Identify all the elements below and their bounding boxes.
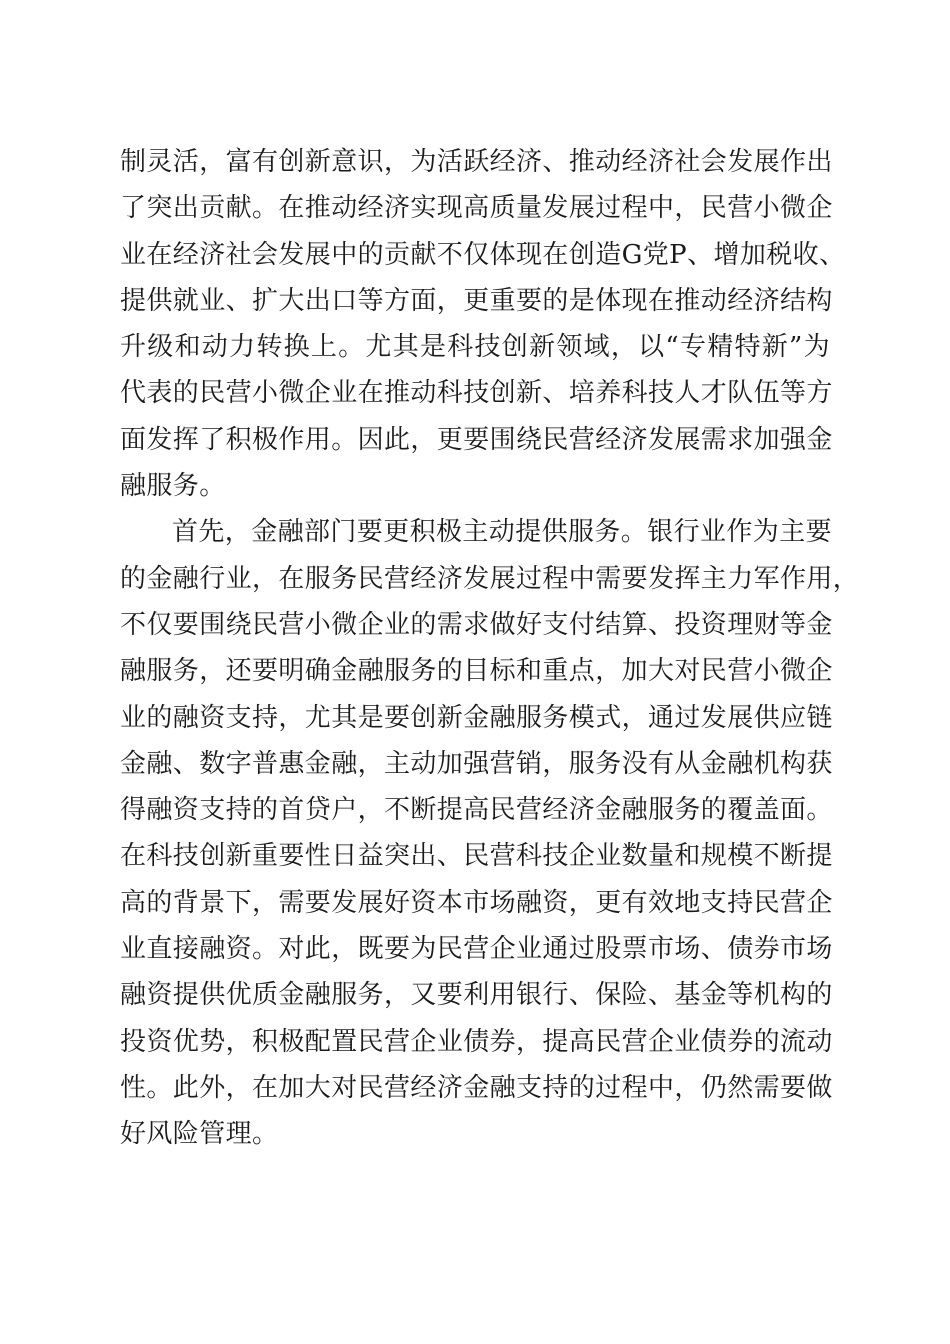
paragraph-line: 的金融行业，在服务民营经济发展过程中需要发挥主力军作用， <box>120 563 860 594</box>
paragraph-line: 融资提供优质金融服务，又要利用银行、保险、基金等机构的 <box>120 980 833 1011</box>
paragraph-line: 性。此外，在加大对民营经济金融支持的过程中，仍然需要做 <box>120 1072 833 1103</box>
paragraph-2 <box>120 509 860 1157</box>
paragraph-line: 代表的民营小微企业在推动科技创新、培养科技人才队伍等方 <box>120 378 833 409</box>
paragraph-line: 了突出贡献。在推动经济实现高质量发展过程中，民营小微企 <box>120 193 833 224</box>
paragraph-line: 业的融资支持，尤其是要创新金融服务模式，通过发展供应链 <box>120 702 833 733</box>
paragraph-line: 融服务。 <box>120 471 226 502</box>
paragraph-line: 面发挥了积极作用。因此，更要围绕民营经济发展需求加强金 <box>120 424 833 455</box>
paragraph-line: 首先，金融部门要更积极主动提供服务。银行业作为主要 <box>172 517 833 548</box>
paragraph-line: 在科技创新重要性日益突出、民营科技企业数量和规模不断提 <box>120 841 833 872</box>
paragraph-1 <box>120 139 846 509</box>
paragraph-line: 高的背景下，需要发展好资本市场融资，更有效地支持民营企 <box>120 887 833 918</box>
paragraph-line: 得融资支持的首贷户，不断提高民营经济金融服务的覆盖面。 <box>120 795 833 826</box>
paragraph-line: 制灵活，富有创新意识，为活跃经济、推动经济社会发展作出 <box>120 147 833 177</box>
body-text <box>120 139 860 1158</box>
paragraph-line: 投资优势，积极配置民营企业债券，提高民营企业债券的流动 <box>120 1026 833 1057</box>
paragraph-line: 升级和动力转换上。尤其是科技创新领域，以“专精特新”为 <box>120 332 830 363</box>
paragraph-line: 好风险管理。 <box>120 1119 279 1150</box>
paragraph-line: 金融、数字普惠金融，主动加强营销，服务没有从金融机构获 <box>120 748 833 779</box>
paragraph-line: 融服务，还要明确金融服务的目标和重点，加大对民营小微企 <box>120 656 833 687</box>
paragraph-line: 业在经济社会发展中的贡献不仅体现在创造G党P、增加税收、 <box>120 239 846 270</box>
paragraph-line: 业直接融资。对此，既要为民营企业通过股票市场、债券市场 <box>120 934 833 965</box>
paragraph-line: 不仅要围绕民营小微企业的需求做好支付结算、投资理财等金 <box>120 609 833 640</box>
paragraph-line: 提供就业、扩大出口等方面，更重要的是体现在推动经济结构 <box>120 285 833 316</box>
